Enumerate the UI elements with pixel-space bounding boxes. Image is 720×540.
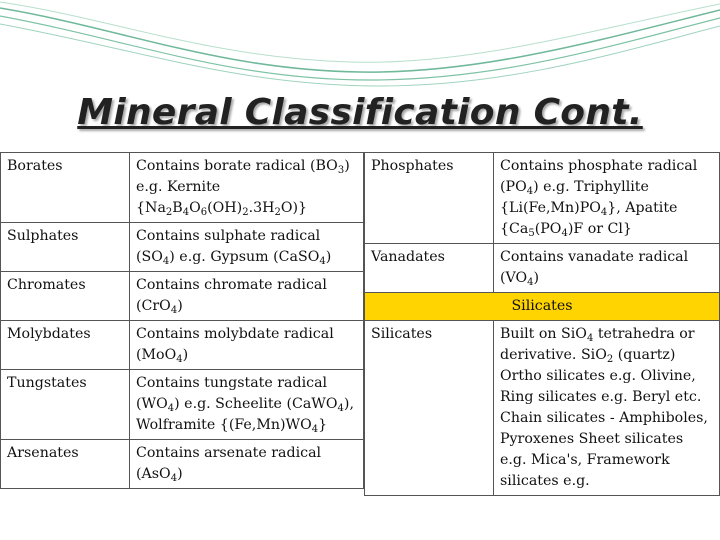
mineral-description: Contains tungstate radical $(WO_4)$ e.g. Scheelite (CaWO$_4$), Wolframite $\{(Fe,Mn)WO_4\}$ xyxy=(130,370,364,440)
mineral-description: Contains sulphate radical $(SO_4)$ e.g. Gypsum (CaSO$_4$) xyxy=(130,223,364,272)
decorative-wave-lines xyxy=(0,0,720,90)
slide-title: Mineral Classification Cont. xyxy=(77,92,643,133)
mineral-description: Contains phosphate radical $(PO_4)$ e.g. Triphyllite $\{Li(Fe,Mn)PO_4\}$, Apatite {$Ca_5(PO_4)F$ or Cl} xyxy=(494,153,720,244)
mineral-description: Contains vanadate radical $(VO_4)$ xyxy=(494,244,720,293)
mineral-name: Arsenates xyxy=(1,440,130,489)
table-row xyxy=(365,244,720,293)
table-row xyxy=(1,153,364,223)
table-row xyxy=(365,293,720,321)
mineral-name: Sulphates xyxy=(1,223,130,272)
mineral-description: Contains molybdate radical (MoO$_4$) xyxy=(130,321,364,370)
silicates-section-header: Silicates xyxy=(365,293,720,321)
mineral-description: Contains borate radical $(BO_3)$ e.g. Kernite $\{Na_2B_4O_6(OH)_2.3H_2O)$} xyxy=(130,153,364,223)
table-row xyxy=(1,272,364,321)
mineral-name: Silicates xyxy=(365,321,494,496)
table-row xyxy=(1,370,364,440)
left-classification-table xyxy=(0,152,364,489)
right-classification-table xyxy=(364,152,720,496)
table-row xyxy=(365,153,720,244)
mineral-name: Vanadates xyxy=(365,244,494,293)
mineral-name: Tungstates xyxy=(1,370,130,440)
table-row xyxy=(1,223,364,272)
mineral-description: Contains arsenate radical (AsO$_4$) xyxy=(130,440,364,489)
table-row xyxy=(1,440,364,489)
mineral-description: Built on SiO$_4$ tetrahedra or derivative. SiO$_2$ (quartz) Ortho silicates e.g. Olivine, Ring silicates e.g. Beryl etc. Chain silicates - Amphiboles, Pyroxenes Sheet silicates e.g. Mica's, Framework silicates e.g. xyxy=(494,321,720,496)
mineral-name: Chromates xyxy=(1,272,130,321)
mineral-name: Borates xyxy=(1,153,130,223)
mineral-description: Contains chromate radical (CrO$_4$) xyxy=(130,272,364,321)
table-row xyxy=(1,321,364,370)
table-row xyxy=(365,321,720,496)
mineral-name: Phosphates xyxy=(365,153,494,244)
mineral-name: Molybdates xyxy=(1,321,130,370)
